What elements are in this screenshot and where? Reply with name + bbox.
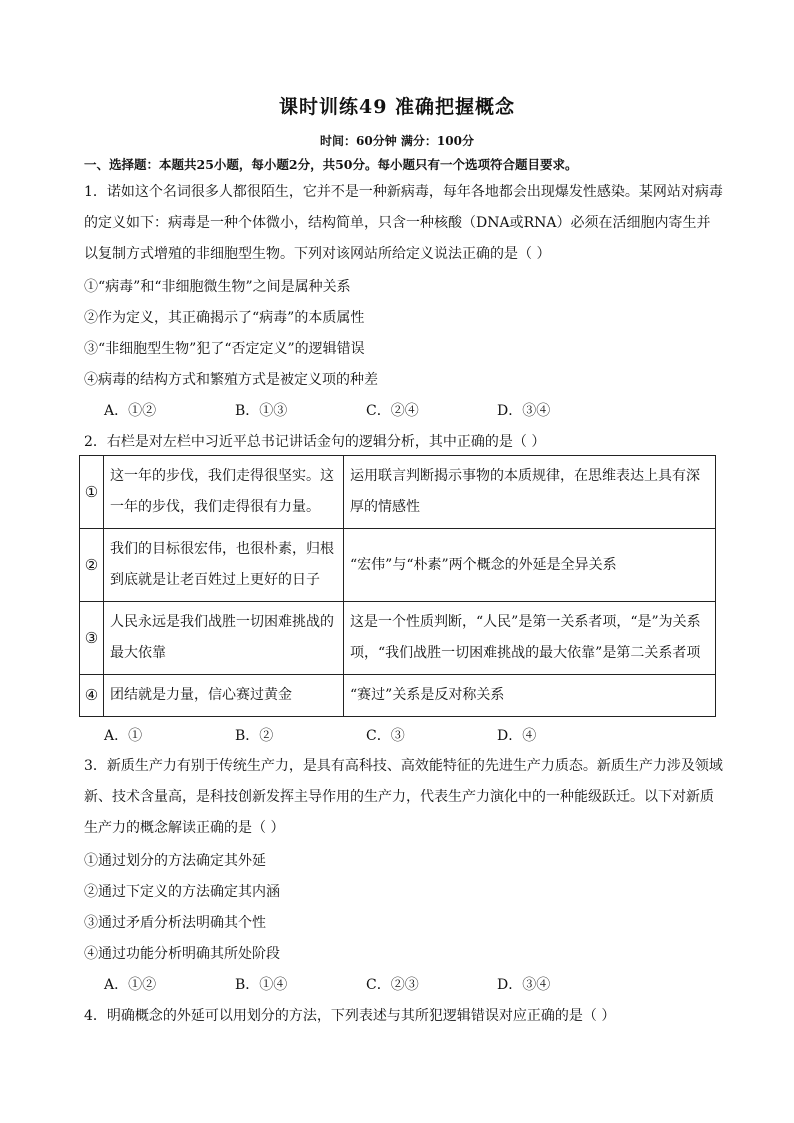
table-row (80, 529, 716, 602)
quote-cell: 人民永远是我们战胜一切困难挑战的最大依靠 (104, 602, 344, 675)
question-2-table (79, 455, 716, 717)
table-row (80, 602, 716, 675)
row-number: ① (80, 456, 104, 529)
question-1-item-3: ③“非细胞型生物”犯了“否定定义”的逻辑错误 (84, 341, 365, 357)
table-row (80, 456, 716, 529)
page-title: 课时训练49 准确把握概念 (278, 96, 516, 118)
question-4-stem: 4．明确概念的外延可以用划分的方法，下列表述与其所犯逻辑错误对应正确的是（ ） (84, 1008, 616, 1024)
question-1-option-a[interactable]: A．①② (104, 403, 157, 419)
question-1-option-d[interactable]: D．③④ (497, 403, 551, 419)
question-1-item-4: ④病毒的结构方式和繁殖方式是被定义项的种差 (84, 372, 378, 388)
question-2-stem: 2．右栏是对左栏中习近平总书记讲话金句的逻辑分析，其中正确的是（ ） (84, 434, 546, 450)
question-2-options (104, 725, 628, 745)
question-1-item-1: ①“病毒”和“非细胞微生物”之间是属种关系 (84, 279, 351, 295)
question-3-option-c[interactable]: C．②③ (366, 977, 419, 993)
question-3-item-1: ①通过划分的方法确定其外延 (84, 853, 266, 869)
analysis-cell: 这是一个性质判断，“人民”是第一关系者项，“是”为关系项，“我们战胜一切困难挑战的最大依靠”是第二关系者项 (344, 602, 716, 675)
question-2-option-b[interactable]: B．② (235, 728, 274, 744)
question-2-option-d[interactable]: D．④ (497, 728, 537, 744)
analysis-cell: “赛过”关系是反对称关系 (344, 675, 716, 717)
quote-cell: 我们的目标很宏伟，也很朴素，归根到底就是让老百姓过上更好的日子 (104, 529, 344, 602)
row-number: ③ (80, 602, 104, 675)
quote-cell: 团结就是力量，信心赛过黄金 (104, 675, 344, 717)
question-1-item-2: ②作为定义，其正确揭示了“病毒”的本质属性 (84, 310, 365, 326)
question-1-option-c[interactable]: C．②④ (366, 403, 419, 419)
row-number: ④ (80, 675, 104, 717)
section-heading: 一、选择题：本题共25小题，每小题2分，共50分。每小题只有一个选项符合题目要求。 (84, 157, 578, 172)
question-3-option-b[interactable]: B．①④ (235, 977, 288, 993)
analysis-cell: “宏伟”与“朴素”两个概念的外延是全异关系 (344, 529, 716, 602)
question-2-option-c[interactable]: C．③ (366, 728, 405, 744)
question-3-item-3: ③通过矛盾分析法明确其个性 (84, 915, 266, 931)
quote-cell: 这一年的步伐，我们走得很坚实。这一年的步伐，我们走得很有力量。 (104, 456, 344, 529)
question-3-option-a[interactable]: A．①② (104, 977, 157, 993)
question-3-item-4: ④通过功能分析明确其所处阶段 (84, 946, 280, 962)
row-number: ② (80, 529, 104, 602)
question-1-option-b[interactable]: B．①③ (235, 403, 288, 419)
analysis-cell: 运用联言判断揭示事物的本质规律，在思维表达上具有深厚的情感性 (344, 456, 716, 529)
question-3-item-2: ②通过下定义的方法确定其内涵 (84, 884, 280, 900)
question-1-stem: 1．诺如这个名词很多人都很陌生，它并不是一种新病毒，每年各地都会出现爆发性感染。某网站对病毒的定义如下：病毒是一种个体微小，结构简单，只含一种核酸（DNA或RNA）必须在活细胞内寄生并以复制方式增殖的非细胞型生物。下列对该网站所给定义说法正确的是（ ） (84, 184, 723, 262)
question-3-options (104, 974, 628, 994)
question-1-options (104, 400, 628, 420)
exam-meta: 时间：60分钟 满分：100分 (320, 134, 474, 148)
question-3-stem: 3．新质生产力有别于传统生产力，是具有高科技、高效能特征的先进生产力质态。新质生产力涉及领域新、技术含量高，是科技创新发挥主导作用的生产力，代表生产力演化中的一种能级跃迁。以下对新质生产力的概念解读正确的是（ ） (84, 758, 723, 836)
question-2-option-a[interactable]: A．① (104, 728, 143, 744)
table-row (80, 675, 716, 717)
question-3-option-d[interactable]: D．③④ (497, 977, 551, 993)
